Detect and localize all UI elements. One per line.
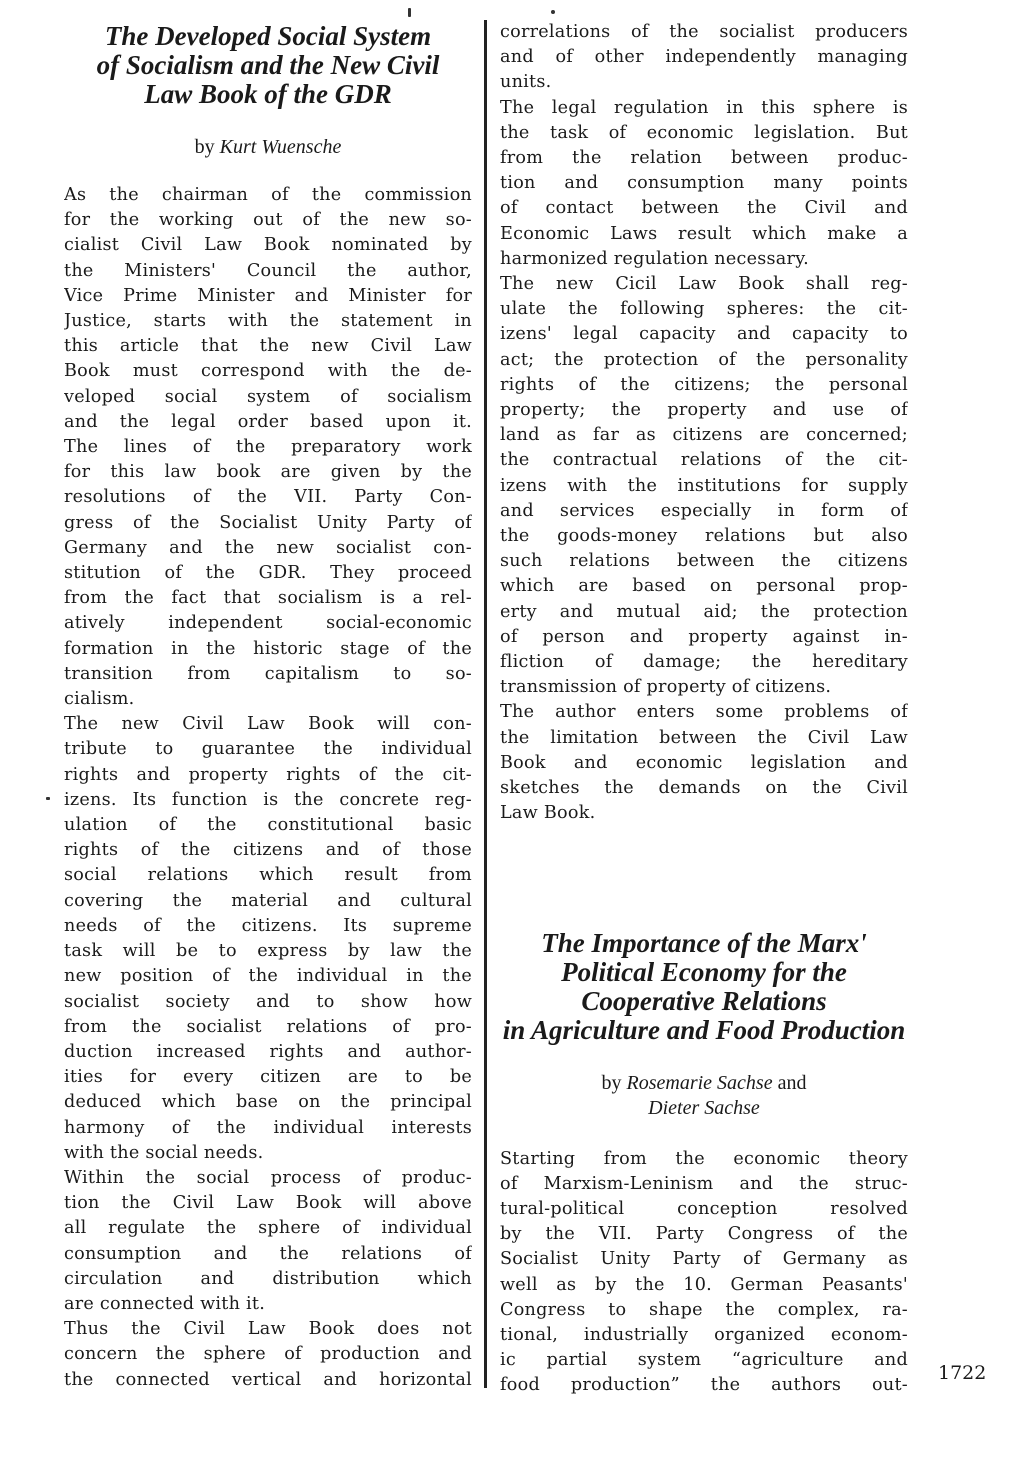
- article1-paragraph-1: [64, 183, 472, 712]
- text-line: all regulate the sphere of individual: [64, 1218, 472, 1239]
- text-line: resolutions of the VII. Party Con-: [64, 487, 472, 508]
- article2-title-line: Cooperative Relations: [581, 985, 827, 1016]
- text-line: tional, industrially organized econom-: [500, 1324, 908, 1345]
- text-line: transmission of property of citizens.: [500, 677, 832, 698]
- text-line: and the legal order based upon it.: [64, 411, 472, 432]
- text-line: covering the material and cultural: [64, 890, 472, 911]
- article2-paragraph-1: [500, 1147, 908, 1399]
- text-line: needs of the citizens. Its supreme: [64, 915, 472, 936]
- text-line: are connected with it.: [64, 1293, 266, 1314]
- text-line: Socialist Unity Party of Germany as: [500, 1249, 908, 1270]
- text-line: tribute to guarantee the individual: [64, 739, 472, 760]
- text-line: Germany and the new socialist con-: [64, 537, 472, 558]
- article2-title-line: in Agriculture and Food Production: [502, 1014, 906, 1045]
- text-line: erty and mutual aid; the protection: [500, 601, 908, 622]
- text-line: and services especially in form of: [500, 500, 908, 521]
- text-line: social relations which result from: [64, 865, 472, 886]
- text-line: The lines of the preparatory work: [64, 437, 472, 458]
- text-line: ulation of the constitutional basic: [64, 815, 472, 836]
- article2-byline-line: [500, 1071, 908, 1096]
- text-line: with the social needs.: [64, 1142, 264, 1163]
- text-line: property; the property and use of: [500, 400, 908, 421]
- article1-title-line: The Developed Social System: [104, 21, 432, 51]
- text-line: Starting from the economic theory: [500, 1148, 908, 1169]
- text-line: and of other independently managing: [500, 47, 908, 68]
- text-line: Economic Laws result which make a: [500, 223, 908, 244]
- text-line: The legal regulation in this sphere is: [500, 97, 908, 118]
- article1-paragraph-6: [500, 272, 908, 700]
- article1-paragraph-3: [64, 1166, 472, 1317]
- text-line: such relations between the citizens: [500, 551, 908, 572]
- text-line: of person and property against in-: [500, 626, 908, 647]
- article2-author-1: Rosemarie Sachse: [626, 1071, 773, 1094]
- article1-paragraph-4: [64, 1317, 472, 1393]
- right-column: [500, 20, 908, 1399]
- text-line: well as by the 10. German Peasants': [500, 1274, 908, 1295]
- text-line: stitution of the GDR. They proceed: [64, 563, 472, 584]
- article1-title-line: of Socialism and the New Civil: [96, 50, 440, 80]
- text-line: atively independent social-economic: [64, 613, 472, 634]
- text-line: tion the Civil Law Book will above: [64, 1193, 472, 1214]
- text-line: izens with the institutions for supply: [500, 475, 908, 496]
- text-line: gress of the Socialist Unity Party of: [64, 512, 472, 533]
- text-line: from the relation between produc-: [500, 148, 908, 169]
- article1-title: [64, 22, 472, 109]
- text-line: The new Cicil Law Book shall reg-: [500, 274, 908, 295]
- text-line: units.: [500, 72, 552, 93]
- text-line: harmony of the individual interests: [64, 1117, 472, 1138]
- text-line: new position of the individual in the: [64, 966, 472, 987]
- text-line: formation in the historic stage of the: [64, 638, 472, 659]
- text-line: Congress to shape the complex, ra-: [500, 1299, 908, 1320]
- text-line: sketches the demands on the Civil: [500, 778, 908, 799]
- article2-title-line: The Importance of the Marx': [541, 927, 867, 958]
- text-line: the task of economic legislation. But: [500, 122, 908, 143]
- text-line: harmonized regulation necessary.: [500, 248, 809, 269]
- article1-author: Kurt Wuensche: [219, 136, 342, 158]
- text-line: by the VII. Party Congress of the: [500, 1224, 908, 1245]
- text-line: the connected vertical and horizontal: [64, 1369, 472, 1390]
- page-number: 1722: [938, 1362, 987, 1384]
- text-line: for the working out of the new so-: [64, 210, 472, 231]
- article1-byline: [64, 135, 472, 160]
- text-line: socialist society and to show how: [64, 991, 472, 1012]
- text-line: transition from capitalism to so-: [64, 663, 472, 684]
- text-line: of Marxism-Leninism and the struc-: [500, 1173, 908, 1194]
- margin-dot-mark: [46, 797, 50, 800]
- text-line: which are based on personal prop-: [500, 576, 908, 597]
- text-line: Thus the Civil Law Book does not: [64, 1319, 472, 1340]
- text-line: from the fact that socialism is a rel-: [64, 588, 472, 609]
- text-line: izens. Its function is the concrete reg-: [64, 789, 472, 810]
- text-line: land as far as citizens are concerned;: [500, 425, 908, 446]
- text-line: rights of the citizens; the personal: [500, 374, 908, 395]
- article1-paragraph-2: [64, 712, 472, 1166]
- text-line: Within the social process of produc-: [64, 1167, 472, 1188]
- article2-byline: [500, 1071, 908, 1121]
- text-line: Vice Prime Minister and Minister for: [64, 285, 472, 306]
- column-divider: [484, 20, 487, 1388]
- text-line: food production” the authors out-: [500, 1375, 908, 1396]
- left-column: [64, 18, 472, 1393]
- top-tick-mark: [408, 8, 411, 17]
- article2-body: [500, 1147, 908, 1399]
- article1-paragraph-7: [500, 700, 908, 826]
- text-line: ulate the following spheres: the cit-: [500, 299, 908, 320]
- text-line: cialist Civil Law Book nominated by: [64, 235, 472, 256]
- text-line: ic partial system “agriculture and: [500, 1350, 908, 1371]
- byline-by: by: [194, 136, 215, 158]
- byline-and: and: [777, 1071, 807, 1094]
- text-line: the Ministers' Council the author,: [64, 260, 472, 281]
- article1-paragraph-5: [500, 96, 908, 272]
- article1-body: [64, 183, 472, 1393]
- text-line: As the chairman of the commission: [64, 185, 472, 205]
- text-line: Law Book.: [500, 803, 596, 824]
- text-line: the contractual relations of the cit-: [500, 450, 908, 471]
- article2-author-2: Dieter Sachse: [648, 1096, 760, 1119]
- text-line: The author enters some problems of: [500, 702, 908, 723]
- top-dot-mark: [551, 10, 555, 14]
- text-line: izens' legal capacity and capacity to: [500, 324, 908, 345]
- article2-title: [500, 929, 908, 1045]
- text-line: cialism.: [64, 689, 135, 710]
- article1-continuation: [500, 20, 908, 827]
- text-line: Book must correspond with the de-: [64, 361, 472, 382]
- text-line: consumption and the relations of: [64, 1243, 472, 1264]
- text-line: Justice, starts with the statement in: [64, 311, 472, 332]
- text-line: tural-political conception resolved: [500, 1198, 908, 1219]
- text-line: ities for every citizen are to be: [64, 1067, 472, 1088]
- text-line: of contact between the Civil and: [500, 198, 908, 219]
- text-line: the limitation between the Civil Law: [500, 727, 908, 748]
- text-line: rights and property rights of the cit-: [64, 764, 472, 785]
- text-line: deduced which base on the principal: [64, 1092, 472, 1113]
- article1-paragraph-4-continued: [500, 20, 908, 96]
- byline-by: by: [601, 1071, 622, 1094]
- text-line: fliction of damage; the hereditary: [500, 652, 908, 673]
- text-line: this article that the new Civil Law: [64, 336, 472, 357]
- article1-title-line: Law Book of the GDR: [144, 79, 392, 109]
- text-line: Book and economic legislation and: [500, 752, 908, 773]
- text-line: task will be to express by law the: [64, 941, 472, 962]
- text-line: from the socialist relations of pro-: [64, 1016, 472, 1037]
- text-line: The new Civil Law Book will con-: [64, 714, 472, 735]
- text-line: concern the sphere of production and: [64, 1344, 472, 1365]
- text-line: the goods-money relations but also: [500, 526, 908, 547]
- text-line: duction increased rights and author-: [64, 1041, 472, 1062]
- text-line: circulation and distribution which: [64, 1268, 472, 1289]
- text-line: tion and consumption many points: [500, 173, 908, 194]
- text-line: rights of the citizens and of those: [64, 840, 472, 861]
- text-line: act; the protection of the personality: [500, 349, 908, 370]
- text-line: for this law book are given by the: [64, 462, 472, 483]
- text-line: veloped social system of socialism: [64, 386, 472, 407]
- text-line: correlations of the socialist producers: [500, 22, 908, 42]
- article2-title-line: Political Economy for the: [561, 956, 847, 987]
